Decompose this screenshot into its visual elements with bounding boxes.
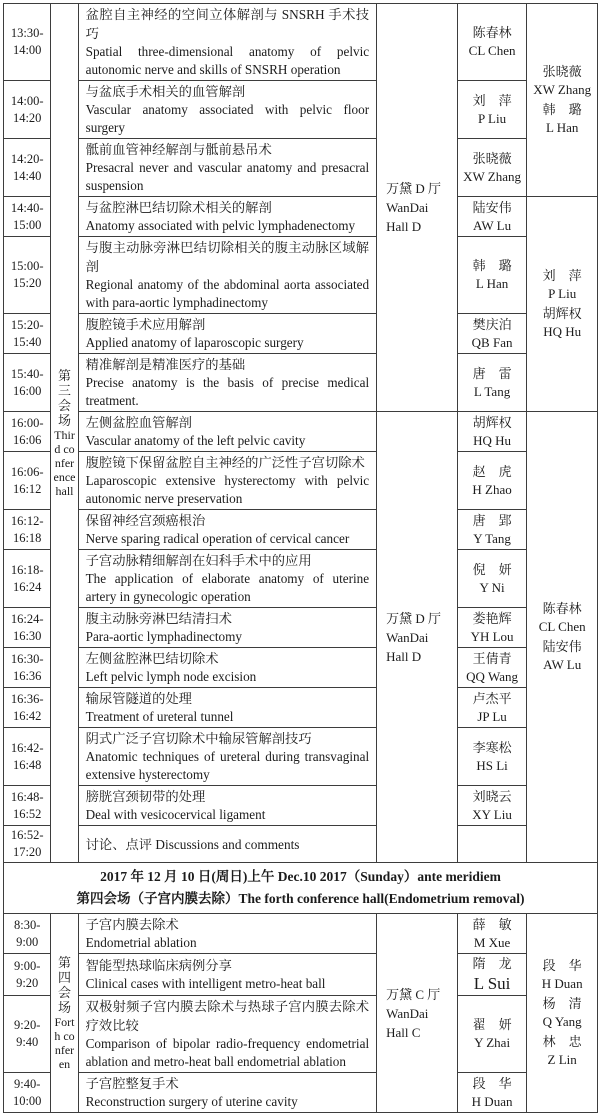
chair-person bbox=[530, 1033, 594, 1069]
speaker-name-en: YH Lou bbox=[470, 628, 514, 644]
topic-en: Anatomy associated with pelvic lymphadenectomy bbox=[85, 218, 356, 233]
chair-name-en: CL Chen bbox=[538, 619, 586, 634]
topic-cn: 腹主动脉旁淋巴结清扫术 bbox=[85, 611, 232, 626]
speaker-cell bbox=[457, 786, 527, 826]
topic-cell bbox=[78, 1073, 377, 1113]
hall-name-en: WanDai Hall D bbox=[386, 629, 429, 664]
speaker-name-cn: 隋 龙 bbox=[472, 956, 512, 971]
chair-name-en: H Duan bbox=[541, 976, 583, 991]
chair-name-cn: 杨 清 bbox=[542, 996, 582, 1011]
speaker-cell bbox=[457, 1073, 527, 1113]
topic-cn: 输尿管隧道的处理 bbox=[85, 691, 192, 706]
session-label-en: Third conference hall bbox=[53, 428, 76, 498]
chair-person bbox=[530, 101, 594, 137]
section-header bbox=[4, 863, 598, 914]
speaker-name-en: QQ Wang bbox=[466, 668, 518, 684]
speaker-name-en: P Liu bbox=[478, 110, 507, 126]
speaker-name-cn: 刘 萍 bbox=[472, 92, 512, 108]
topic-en: Presacral never and vascular anatomy and presacral suspension bbox=[85, 160, 370, 193]
topic-cell bbox=[78, 354, 377, 412]
time-cell: 16:24-16:30 bbox=[4, 608, 51, 648]
speaker-cell bbox=[457, 314, 527, 354]
topic-cell bbox=[78, 510, 377, 550]
chair-name-en: Z Lin bbox=[547, 1052, 577, 1067]
time-cell: 9:00-9:20 bbox=[4, 954, 51, 996]
topic-en: Reconstruction surgery of uterine cavity bbox=[85, 1094, 298, 1109]
topic-cn: 左侧盆腔血管解剖 bbox=[85, 415, 192, 430]
table-row bbox=[4, 139, 598, 197]
chair-person bbox=[530, 957, 594, 993]
chair-cell bbox=[527, 412, 598, 863]
chair-name-en: AW Lu bbox=[543, 657, 582, 672]
topic-cell bbox=[78, 237, 377, 314]
topic-cell bbox=[78, 452, 377, 510]
table-row bbox=[4, 314, 598, 354]
topic-cell bbox=[78, 826, 377, 863]
chair-person bbox=[530, 305, 594, 341]
topic-en: Clinical cases with intelligent metro-heat ball bbox=[85, 976, 326, 991]
time-cell: 14:40-15:00 bbox=[4, 197, 51, 237]
table-row bbox=[4, 81, 598, 139]
chair-person bbox=[530, 995, 594, 1031]
topic-en: Endometrial ablation bbox=[85, 935, 197, 950]
hall-cell bbox=[377, 914, 458, 1113]
session-label-forth bbox=[51, 914, 78, 1113]
speaker-name-en: L Tang bbox=[473, 383, 511, 399]
topic-cn: 智能型热球临床病例分享 bbox=[85, 958, 232, 973]
speaker-name-en: M Xue bbox=[473, 934, 511, 950]
topic-en: Regional anatomy of the abdominal aorta associated with para-aortic lymphadinectomy bbox=[85, 277, 370, 310]
speaker-name-en: Y Zhai bbox=[474, 1035, 511, 1050]
topic-cell bbox=[78, 314, 377, 354]
table-row bbox=[4, 1073, 598, 1113]
chair-name-en: HQ Hu bbox=[543, 324, 582, 339]
chair-cell bbox=[527, 914, 598, 1113]
topic-en: Deal with vesicocervical ligament bbox=[85, 807, 266, 822]
speaker-name-cn: 段 华 bbox=[472, 1075, 512, 1091]
topic-cn: 左侧盆腔淋巴结切除术 bbox=[85, 651, 219, 666]
topic-cn: 阴式广泛子宫切除术中输尿管解剖技巧 bbox=[85, 731, 312, 746]
topic-cell bbox=[78, 412, 377, 452]
hall-name-en: WanDai Hall D bbox=[386, 200, 429, 234]
table-row bbox=[4, 237, 598, 314]
table-row bbox=[4, 354, 598, 412]
topic-cell bbox=[78, 786, 377, 826]
time-cell: 16:52-17:20 bbox=[4, 826, 51, 863]
speaker-name-en: XW Zhang bbox=[463, 168, 522, 184]
speaker-name-en: HS Li bbox=[476, 757, 508, 773]
time-cell: 16:36-16:42 bbox=[4, 688, 51, 728]
time-cell: 15:00-15:20 bbox=[4, 237, 51, 314]
speaker-name-cn: 胡辉权 bbox=[472, 414, 512, 430]
speaker-name-cn: 王倩青 bbox=[472, 650, 512, 666]
table-row bbox=[4, 863, 598, 914]
chair-name-cn: 胡辉权 bbox=[542, 306, 582, 321]
topic-cn: 子宫内膜去除术 bbox=[85, 917, 179, 932]
speaker-name-en: H Duan bbox=[471, 1093, 513, 1109]
time-cell: 16:48-16:52 bbox=[4, 786, 51, 826]
session-label-cn: 第四会场 bbox=[57, 955, 71, 1015]
hall-cell bbox=[377, 4, 458, 412]
topic-cell bbox=[78, 139, 377, 197]
time-cell: 13:30-14:00 bbox=[4, 4, 51, 81]
table-row bbox=[4, 996, 598, 1073]
chair-person bbox=[530, 63, 594, 99]
topic-en: Precise anatomy is the basis of precise medical treatment. bbox=[85, 375, 370, 408]
chair-name-en: P Liu bbox=[548, 286, 577, 301]
table-row bbox=[4, 197, 598, 237]
topic-en: Applied anatomy of laparoscopic surgery bbox=[85, 335, 304, 350]
chair-name-cn: 段 华 bbox=[542, 958, 582, 973]
time-cell: 16:30-16:36 bbox=[4, 648, 51, 688]
table-row bbox=[4, 826, 598, 863]
topic-cell bbox=[78, 914, 377, 954]
topic-en: Para-aortic lymphadinectomy bbox=[85, 629, 242, 644]
speaker-name-cn: 娄艳辉 bbox=[472, 610, 512, 626]
speaker-name-cn: 李寒松 bbox=[472, 739, 512, 755]
speaker-name-en: JP Lu bbox=[477, 708, 507, 724]
session-label-en: Forth conferen bbox=[54, 1015, 75, 1071]
table-row bbox=[4, 648, 598, 688]
topic-cn: 与腹主动脉旁淋巴结切除相关的腹主动脉区域解剖 bbox=[85, 240, 370, 274]
topic-cn: 保留神经宫颈癌根治 bbox=[85, 513, 206, 528]
topic-cell bbox=[78, 81, 377, 139]
speaker-cell bbox=[457, 139, 527, 197]
hall-cell bbox=[377, 412, 458, 863]
speaker-name-cn: 韩 璐 bbox=[472, 258, 512, 273]
chair-name-cn: 林 忠 bbox=[542, 1034, 582, 1049]
chair-name-cn: 韩 璐 bbox=[542, 102, 582, 117]
chair-person bbox=[530, 638, 594, 674]
topic-cn: 讨论、点评 Discussions and comments bbox=[85, 836, 300, 852]
speaker-cell bbox=[457, 412, 527, 452]
speaker-cell bbox=[457, 81, 527, 139]
time-cell: 8:30-9:00 bbox=[4, 914, 51, 954]
hall-header-line: 第四会场（子宫内膜去除）The forth conference hall(Endometrium removal) bbox=[76, 891, 525, 906]
hall-name-cn: 万黛 C 厅 bbox=[386, 986, 441, 1002]
topic-en: Vascular anatomy associated with pelvic floor surgery bbox=[85, 102, 370, 135]
hall-name-en: WanDai Hall C bbox=[386, 1005, 429, 1040]
speaker-name-en: H Zhao bbox=[472, 481, 512, 497]
speaker-name-cn: 张晓薇 bbox=[472, 150, 512, 166]
speaker-name-cn: 陆安伟 bbox=[472, 199, 512, 215]
topic-en: Laparoscopic extensive hysterectomy with pelvic autonomic nerve preservation bbox=[85, 473, 370, 506]
time-cell: 15:40-16:00 bbox=[4, 354, 51, 412]
speaker-cell bbox=[457, 648, 527, 688]
topic-en: Left pelvic lymph node excision bbox=[85, 669, 257, 684]
topic-en: Treatment of ureteral tunnel bbox=[85, 709, 234, 724]
speaker-name-en: Y Ni bbox=[479, 579, 505, 595]
chair-person bbox=[530, 600, 594, 636]
speaker-name-cn: 倪 妍 bbox=[472, 561, 512, 577]
table-row bbox=[4, 452, 598, 510]
time-cell: 15:20-15:40 bbox=[4, 314, 51, 354]
topic-en: Comparison of bipolar radio-frequency endometrial ablation and metro-heat ball endometrial ablation bbox=[85, 1036, 370, 1069]
topic-cn: 子宫动脉精细解剖在妇科手术中的应用 bbox=[85, 553, 312, 568]
table-row bbox=[4, 4, 598, 81]
speaker-cell bbox=[457, 452, 527, 510]
schedule-table bbox=[3, 3, 598, 1113]
topic-cn: 盆腔自主神经的空间立体解剖与 SNSRH 手术技巧 bbox=[85, 7, 370, 41]
speaker-cell bbox=[457, 914, 527, 954]
speaker-name-cn: 薛 敏 bbox=[472, 916, 512, 932]
speaker-cell bbox=[457, 954, 527, 996]
chair-name-cn: 陆安伟 bbox=[542, 639, 582, 654]
session-label-cn: 第三会场 bbox=[57, 368, 71, 428]
topic-en: Anatomic techniques of ureteral during transvaginal extensive hysterectomy bbox=[85, 749, 370, 782]
topic-cell bbox=[78, 996, 377, 1073]
topic-cell bbox=[78, 648, 377, 688]
speaker-name-en: L Sui bbox=[473, 974, 511, 993]
speaker-name-cn: 刘晓云 bbox=[472, 788, 512, 804]
speaker-cell bbox=[457, 237, 527, 314]
time-cell: 16:12-16:18 bbox=[4, 510, 51, 550]
time-cell: 16:00-16:06 bbox=[4, 412, 51, 452]
chair-name-cn: 刘 萍 bbox=[542, 268, 582, 283]
date-header-line: 2017 年 12 月 10 日(周日)上午 Dec.10 2017（Sunday）ante meridiem bbox=[100, 869, 501, 884]
table-row bbox=[4, 786, 598, 826]
speaker-name-cn: 樊庆泊 bbox=[472, 316, 512, 332]
speaker-name-en: Y Tang bbox=[473, 530, 511, 546]
topic-cn: 与盆底手术相关的血管解剖 bbox=[85, 84, 246, 99]
topic-cell bbox=[78, 954, 377, 996]
topic-cell bbox=[78, 197, 377, 237]
topic-cell bbox=[78, 728, 377, 786]
chair-name-en: XW Zhang bbox=[533, 82, 592, 97]
topic-cn: 膀胱宫颈韧带的处理 bbox=[85, 789, 206, 804]
time-cell: 14:00-14:20 bbox=[4, 81, 51, 139]
speaker-cell bbox=[457, 688, 527, 728]
speaker-cell bbox=[457, 728, 527, 786]
speaker-cell bbox=[457, 608, 527, 648]
speaker-name-en: QB Fan bbox=[471, 334, 513, 350]
time-cell: 16:18-16:24 bbox=[4, 550, 51, 608]
table-row bbox=[4, 728, 598, 786]
session-label-third bbox=[51, 4, 78, 863]
speaker-name-en: XY Liu bbox=[472, 806, 512, 822]
speaker-name-en: L Han bbox=[475, 276, 509, 291]
time-cell: 9:40-10:00 bbox=[4, 1073, 51, 1113]
topic-cn: 与盆腔淋巴结切除术相关的解剖 bbox=[85, 200, 272, 215]
time-cell: 14:20-14:40 bbox=[4, 139, 51, 197]
table-row bbox=[4, 510, 598, 550]
speaker-name-cn: 陈春林 bbox=[472, 25, 512, 40]
chair-name-en: L Han bbox=[545, 120, 579, 135]
speaker-name-en: CL Chen bbox=[468, 43, 516, 58]
time-cell: 9:20-9:40 bbox=[4, 996, 51, 1073]
chair-name-cn: 张晓薇 bbox=[542, 64, 582, 79]
table-row bbox=[4, 914, 598, 954]
table-row bbox=[4, 412, 598, 452]
chair-name-en: Q Yang bbox=[542, 1014, 582, 1029]
topic-cn: 腹腔镜手术应用解剖 bbox=[85, 317, 206, 332]
time-cell: 16:42-16:48 bbox=[4, 728, 51, 786]
hall-name-cn: 万黛 D 厅 bbox=[386, 610, 441, 626]
time-cell: 16:06-16:12 bbox=[4, 452, 51, 510]
topic-cn: 腹腔镜下保留盆腔自主神经的广泛性子宫切除术 bbox=[85, 455, 365, 470]
speaker-cell bbox=[457, 197, 527, 237]
topic-cell bbox=[78, 608, 377, 648]
topic-cell bbox=[78, 4, 377, 81]
hall-name-cn: 万黛 D 厅 bbox=[386, 181, 441, 196]
speaker-cell bbox=[457, 4, 527, 81]
topic-cn: 精准解剖是精准医疗的基础 bbox=[85, 357, 246, 372]
speaker-cell bbox=[457, 826, 527, 863]
speaker-cell bbox=[457, 550, 527, 608]
topic-en: The application of elaborate anatomy of uterine artery in gynecologic operation bbox=[85, 571, 370, 604]
table-row bbox=[4, 550, 598, 608]
speaker-name-en: HQ Hu bbox=[473, 432, 512, 448]
topic-cell bbox=[78, 688, 377, 728]
speaker-name-cn: 唐 雷 bbox=[472, 365, 512, 381]
topic-en: Spatial three-dimensional anatomy of pelvic autonomic nerve and skills of SNSRH operation bbox=[85, 44, 370, 77]
speaker-name-cn: 赵 虎 bbox=[472, 463, 512, 479]
topic-cn: 子宫腔整复手术 bbox=[85, 1076, 179, 1091]
topic-cn: 骶前血管神经解剖与骶前悬吊术 bbox=[85, 142, 272, 157]
topic-cn: 双极射频子宫内膜去除术与热球子宫内膜去除术疗效比较 bbox=[85, 999, 370, 1033]
table-row bbox=[4, 688, 598, 728]
table-row bbox=[4, 608, 598, 648]
topic-en: Nerve sparing radical operation of cervical cancer bbox=[85, 531, 350, 546]
topic-en: Vascular anatomy of the left pelvic cavity bbox=[85, 433, 306, 448]
chair-person bbox=[530, 267, 594, 303]
chair-cell bbox=[527, 197, 598, 412]
topic-cell bbox=[78, 550, 377, 608]
speaker-cell bbox=[457, 996, 527, 1073]
speaker-cell bbox=[457, 510, 527, 550]
speaker-cell bbox=[457, 354, 527, 412]
speaker-name-en: AW Lu bbox=[473, 217, 512, 233]
speaker-name-cn: 翟 妍 bbox=[472, 1017, 512, 1032]
chair-name-cn: 陈春林 bbox=[542, 601, 582, 616]
table-row bbox=[4, 954, 598, 996]
chair-cell bbox=[527, 4, 598, 197]
speaker-name-cn: 卢杰平 bbox=[472, 690, 512, 706]
speaker-name-cn: 唐 郢 bbox=[472, 512, 512, 528]
